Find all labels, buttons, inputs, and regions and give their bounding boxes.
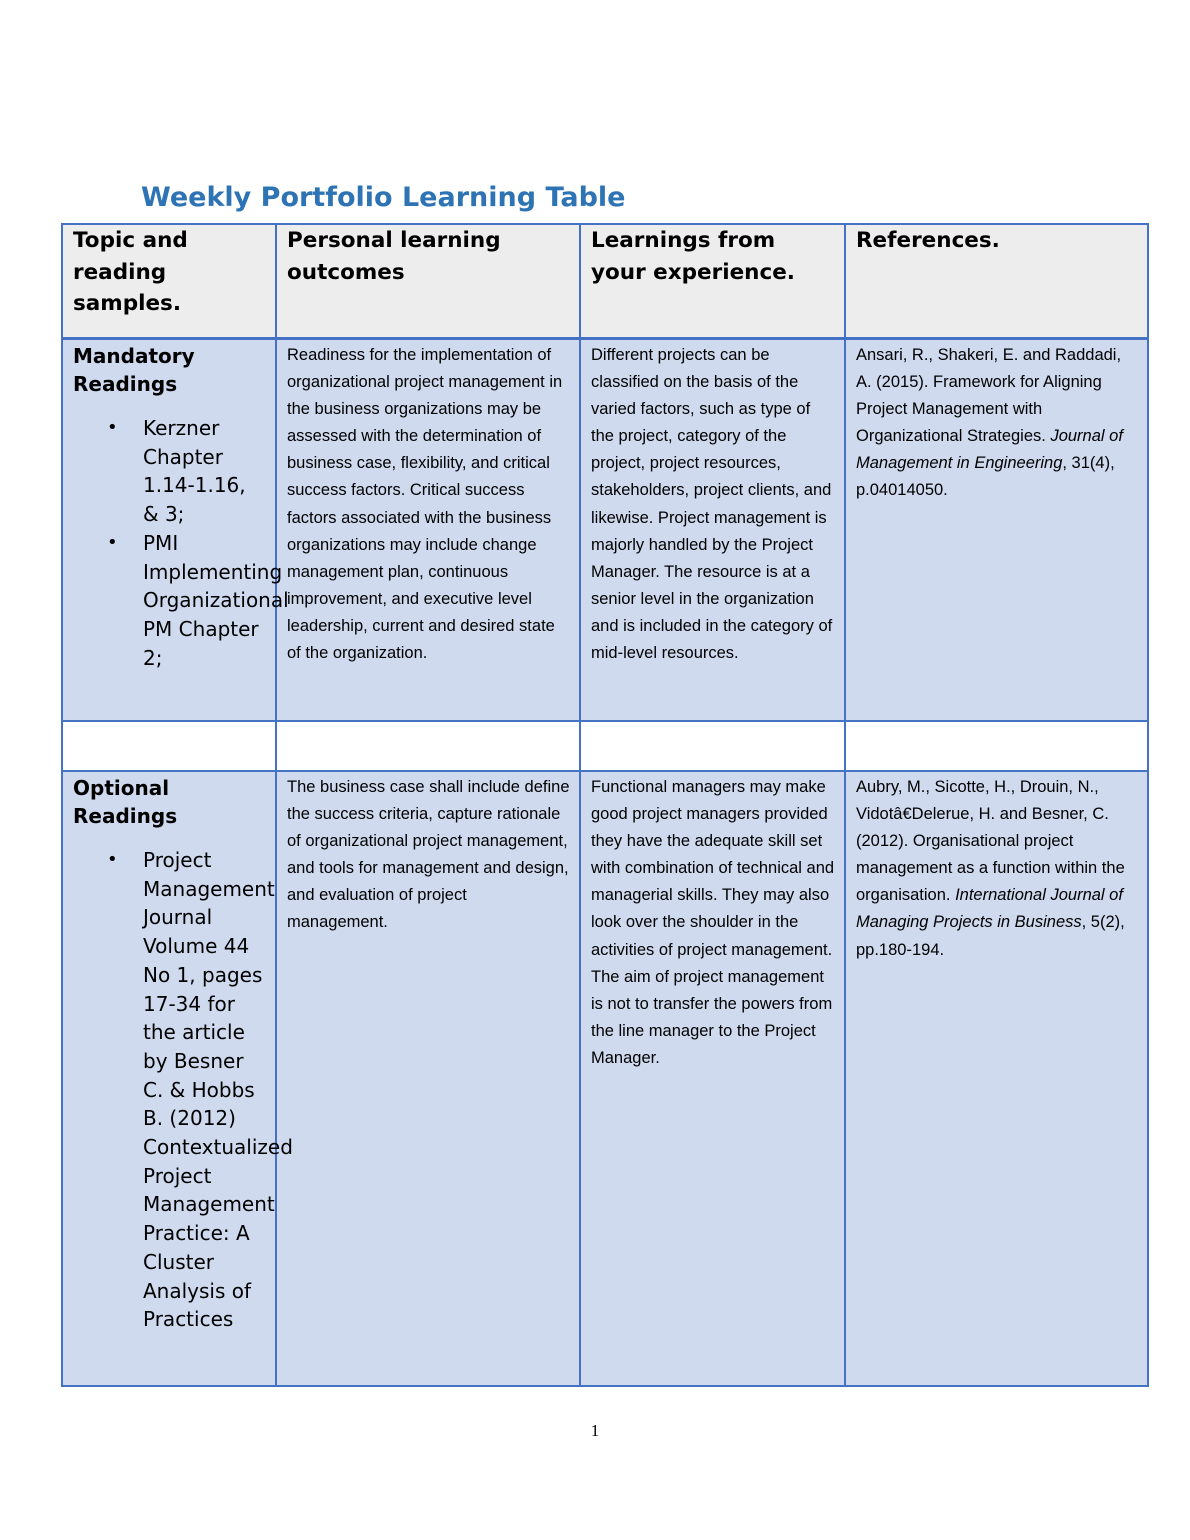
- table-header-row: [62, 224, 1148, 339]
- bullet-icon: •: [107, 417, 118, 438]
- bullet-icon: •: [107, 849, 118, 870]
- optional-heading: Optional Readings: [73, 776, 178, 828]
- mandatory-reading-list: [73, 414, 289, 672]
- spacer-cell: [276, 721, 580, 771]
- optional-reference-text: [856, 774, 1139, 964]
- optional-topic-cell: [62, 771, 293, 1386]
- optional-reading-list: [73, 846, 293, 1334]
- reading-text: Project Management Journal Volume 44 No 1, pages 17-34 for the article by Besner C. & Hobbs B. (2012) Contextualized Project Management Practice: A Cluster Analysis of Practices: [143, 848, 293, 1332]
- reference-journal: International Journal of Managing Projects in Business: [856, 886, 1123, 932]
- mandatory-topic-cell: [62, 339, 289, 722]
- mandatory-outcomes-text: Readiness for the implementation of organizational project management in the business organizations may be assessed with the determination of business case, flexibility, and critical success factors. Critical success factors associated with the business organizations may include change management plan, continuous improvement, and executive level leadership, current and desired state of the organization.: [287, 346, 563, 663]
- list-item: [107, 529, 289, 673]
- reading-text: PMI Implementing Organizational PM Chapter 2;: [143, 530, 289, 670]
- mandatory-experience-cell: [580, 339, 845, 722]
- list-item: [107, 846, 293, 1334]
- reference-details: , 5(2), pp.180-194.: [856, 913, 1125, 959]
- mandatory-experience-text: Different projects can be classified on the basis of the varied factors, such as type of the project, category of the project, project resources, stakeholders, project clients, and likewise. Project management is majorly handled by the Project Manager. The resource is at a senior level in the organization and is included in the category of mid-level resources.: [591, 346, 833, 663]
- reference-authors: Aubry, M., Sicotte, H., Drouin, N., Vidotâ€Delerue, H. and Besner, C. (2012). Organisational project management as a function within the organisation.: [856, 778, 1125, 905]
- reference-authors: Ansari, R., Shakeri, E. and Raddadi, A. (2015). Framework for Aligning Project Management with Organizational Strategies.: [856, 346, 1122, 446]
- bullet-icon: •: [107, 531, 118, 553]
- mandatory-reference-cell: [845, 339, 1148, 722]
- optional-row: [62, 771, 1148, 1386]
- document-title: Weekly Portfolio Learning Table: [141, 182, 626, 213]
- spacer-cell: [580, 721, 845, 771]
- header-outcomes: Personal learning outcomes: [276, 224, 580, 339]
- spacer-cell: [845, 721, 1148, 771]
- header-experience: Learnings from your experience.: [580, 224, 845, 339]
- optional-experience-cell: [580, 771, 845, 1386]
- optional-outcomes-text: The business case shall include define the success criteria, capture rationale of organizational project management, and tools for management and design, and evaluation of project management.: [287, 778, 570, 932]
- mandatory-row: [62, 339, 1148, 722]
- page-number: 1: [590, 1421, 600, 1440]
- mandatory-reference-text: [856, 342, 1139, 505]
- reading-text: Kerzner Chapter 1.14-1.16, & 3;: [143, 416, 246, 527]
- portfolio-table: [61, 223, 1149, 1387]
- list-item: [107, 414, 267, 529]
- header-references: References.: [845, 224, 1148, 339]
- optional-reference-cell: [845, 771, 1148, 1386]
- mandatory-heading: Mandatory Readings: [73, 344, 195, 396]
- reference-details: , 31(4), p.04014050.: [856, 454, 1115, 500]
- header-topic: Topic and reading samples.: [62, 224, 276, 339]
- optional-outcomes-cell: [276, 771, 580, 1386]
- spacer-cell: [62, 721, 276, 771]
- spacer-row: [62, 721, 1148, 771]
- reference-journal: Journal of Management in Engineering: [856, 427, 1123, 473]
- optional-experience-text: Functional managers may make good project managers provided they have the adequate skill set with combination of technical and managerial skills. They may also look over the shoulder in the activities of project management. The aim of project management is not to transfer the powers from the line manager to the Project Manager.: [591, 778, 835, 1067]
- mandatory-outcomes-cell: [276, 339, 580, 722]
